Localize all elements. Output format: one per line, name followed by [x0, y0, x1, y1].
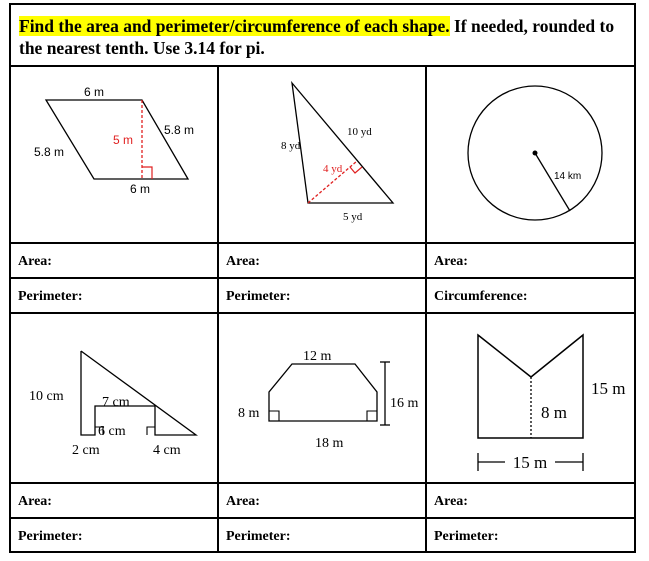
row-divider-4: [11, 482, 634, 484]
notch-height-label: 6 cm: [98, 424, 126, 439]
perimeter-label-6: Perimeter:: [434, 529, 499, 544]
area-label-2: Area:: [226, 254, 260, 269]
area-label-5: Area:: [226, 494, 260, 509]
octagon-figure: [219, 314, 425, 482]
triangle-height-label: 4 yd: [323, 163, 343, 175]
octagon-right-angle-left: [269, 411, 279, 421]
perimeter-label-2: Perimeter:: [226, 289, 291, 304]
parallelogram-height-label: 5 m: [113, 133, 134, 147]
notch-top-label: 7 cm: [102, 395, 130, 410]
perimeter-label-5: Perimeter:: [226, 529, 291, 544]
parallelogram-right-label: 5.8 m: [164, 123, 195, 137]
parallelogram-figure: [11, 69, 217, 242]
octagon-right-angle-right: [367, 411, 377, 421]
row-divider-2: [11, 277, 634, 279]
parallelogram-top-label: 6 m: [83, 85, 105, 99]
area-label-1: Area:: [18, 254, 52, 269]
triangle-shape: [292, 83, 393, 203]
triangle-left-label: 8 yd: [281, 140, 301, 152]
notched-width-label: 15 m: [512, 453, 548, 472]
circle-radius-label: 14 km: [554, 171, 582, 182]
left-base-label: 2 cm: [72, 443, 100, 458]
area-label-3: Area:: [434, 254, 468, 269]
composite-triangle-shape: [81, 351, 196, 435]
triangle-hyp-label: 10 yd: [347, 126, 372, 138]
instructions-rest: If needed, rounded to the nearest tenth. Use 3.14 for pi.: [19, 16, 615, 58]
triangle-figure: [219, 69, 425, 242]
area-label-6: Area:: [434, 494, 468, 509]
composite-triangle-figure: [11, 314, 217, 482]
notched-side-label: 15 m: [591, 379, 626, 398]
notch-inner-label: 8 m: [541, 403, 567, 422]
circle-figure: [427, 69, 634, 242]
octagon-side-label: 8 m: [238, 406, 260, 421]
circumference-label-3: Circumference:: [434, 289, 528, 304]
row-divider-1: [11, 242, 634, 244]
parallelogram-bottom-label: 6 m: [129, 182, 151, 196]
right-angle-marker: [142, 167, 152, 179]
notched-square-figure: [427, 314, 634, 482]
right-base-label: 4 cm: [153, 443, 181, 458]
composite-height-label: 10 cm: [29, 389, 64, 404]
octagon-bottom-label: 18 m: [315, 436, 344, 451]
octagon-height-label: 16 m: [390, 396, 419, 411]
perimeter-label-4: Perimeter:: [18, 529, 83, 544]
octagon-shape: [269, 364, 377, 421]
parallelogram-left-label: 5.8 m: [34, 145, 65, 159]
row-divider-5: [11, 517, 634, 519]
instructions-highlight: Find the area and perimeter/circumference of each shape.: [19, 16, 450, 36]
perimeter-label-1: Perimeter:: [18, 289, 83, 304]
triangle-base-label: 5 yd: [343, 211, 363, 223]
triangle-right-angle-marker: [350, 167, 362, 173]
octagon-top-label: 12 m: [303, 349, 332, 364]
instructions: [11, 5, 634, 67]
worksheet-table: [9, 3, 636, 553]
area-label-4: Area:: [18, 494, 52, 509]
notch-right-angle-right: [147, 427, 155, 435]
circle-radius-line: [535, 153, 570, 211]
